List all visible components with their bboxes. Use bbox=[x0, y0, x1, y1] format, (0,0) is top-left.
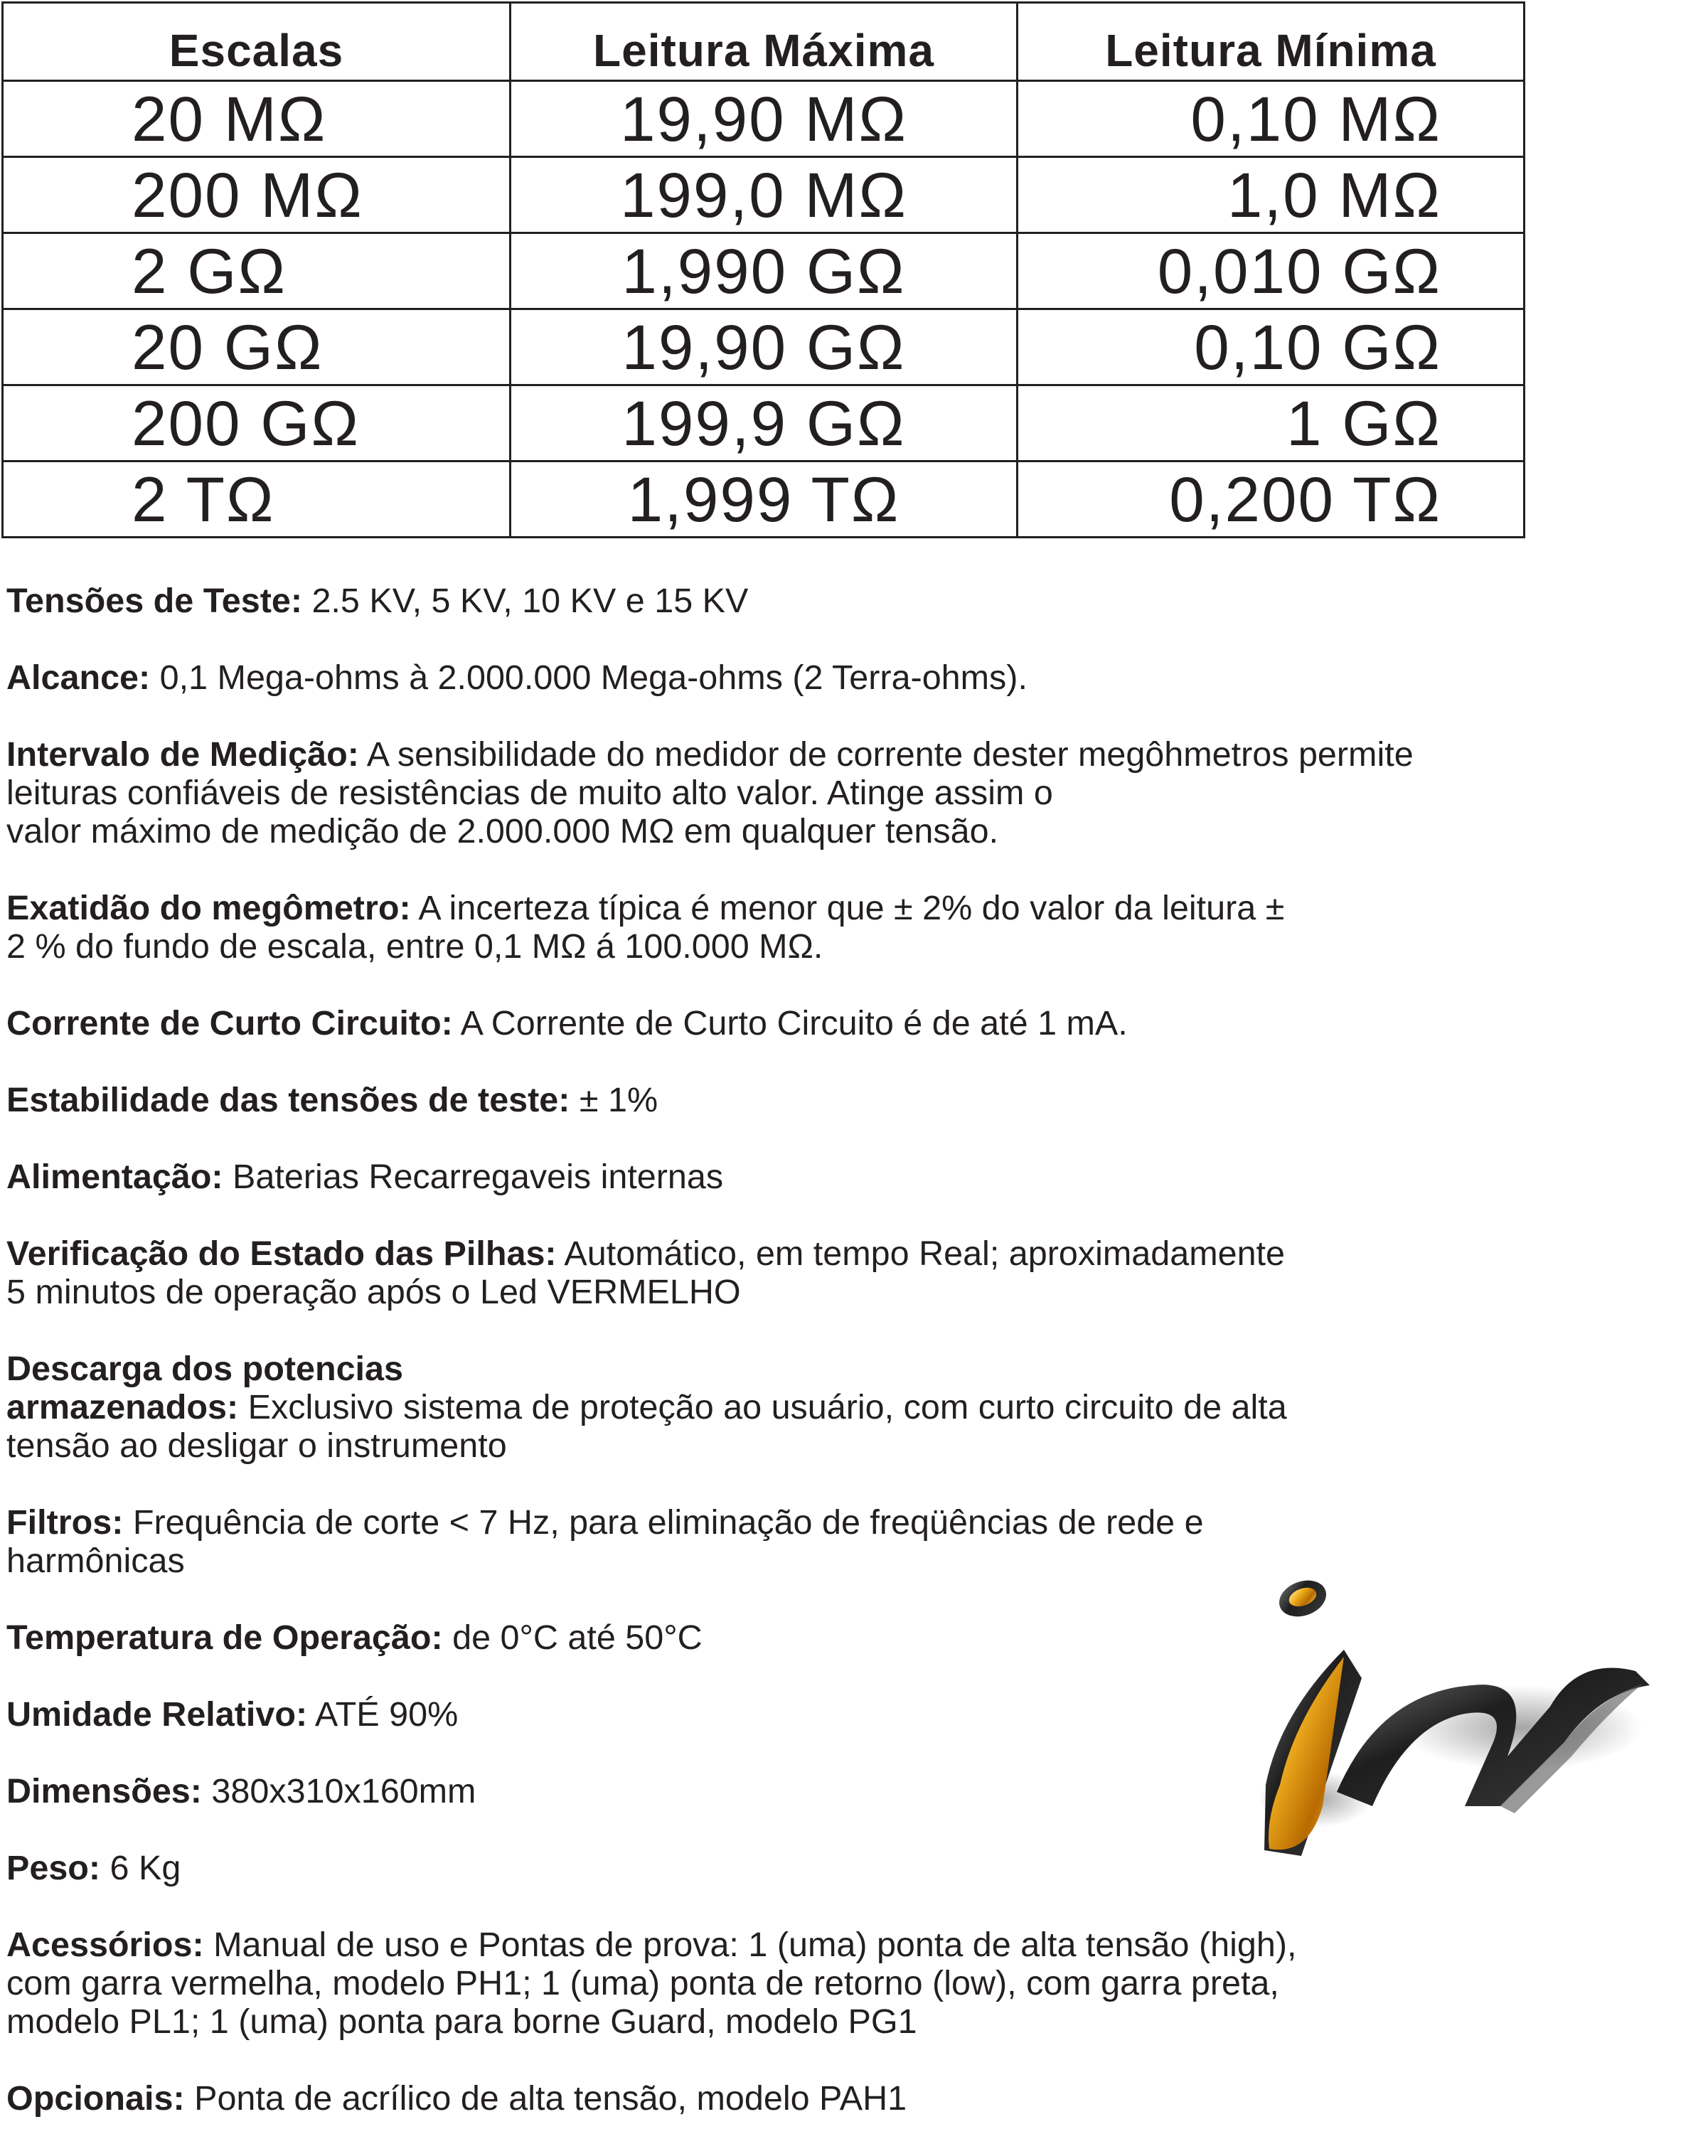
spec-label: Tensões de Teste: bbox=[6, 582, 302, 620]
spec-item bbox=[6, 1158, 1702, 1196]
scale-cell: 20 MΩ bbox=[3, 81, 511, 157]
in-logo-icon bbox=[1237, 1571, 1664, 1884]
scale-cell: 200 MΩ bbox=[3, 157, 511, 233]
spec-value: Baterias Recarregaveis internas bbox=[223, 1158, 724, 1196]
spec-value: A sensibilidade do medidor de corrente dester megôhmetros permite leituras confiáveis de resistências de muito alto valor. Atinge assim o valor máximo de medição de 2.000.000 MΩ em qualquer tensão. bbox=[6, 735, 1414, 850]
table-row bbox=[3, 385, 1525, 461]
spec-label: Dimensões: bbox=[6, 1772, 202, 1810]
table-row bbox=[3, 157, 1525, 233]
spec-value: 6 Kg bbox=[100, 1849, 181, 1887]
header-escalas: Escalas bbox=[3, 3, 511, 81]
scale-cell: 20 GΩ bbox=[3, 309, 511, 385]
spec-label: Alcance: bbox=[6, 658, 151, 697]
spec-label: Descarga dos potencias armazenados: bbox=[6, 1350, 403, 1426]
spec-item bbox=[6, 1503, 1702, 1580]
scale-cell: 2 GΩ bbox=[3, 233, 511, 309]
spec-value: de 0°C até 50°C bbox=[442, 1618, 703, 1657]
table-row bbox=[3, 461, 1525, 538]
spec-label: Exatidão do megômetro: bbox=[6, 889, 411, 927]
spec-value: ATÉ 90% bbox=[307, 1695, 459, 1734]
spec-item bbox=[6, 1004, 1702, 1042]
header-leitura-maxima: Leitura Máxima bbox=[511, 3, 1018, 81]
spec-value: 380x310x160mm bbox=[201, 1772, 476, 1810]
spec-label: Peso: bbox=[6, 1849, 101, 1887]
min-reading-cell: 1,0 MΩ bbox=[1018, 157, 1525, 233]
max-reading-cell: 19,90 GΩ bbox=[511, 309, 1018, 385]
spec-value: 0,1 Mega-ohms à 2.000.000 Mega-ohms (2 Terra-ohms). bbox=[150, 658, 1028, 697]
spec-value: A incerteza típica é menor que ± 2% do valor da leitura ± 2 % do fundo de escala, entre 0,1 MΩ á 100.000 MΩ. bbox=[6, 889, 1285, 966]
spec-item bbox=[6, 1234, 1702, 1311]
spec-value: A Corrente de Curto Circuito é de até 1 mA. bbox=[452, 1004, 1128, 1042]
min-reading-cell: 0,010 GΩ bbox=[1018, 233, 1525, 309]
max-reading-cell: 199,9 GΩ bbox=[511, 385, 1018, 461]
spec-value: Automático, em tempo Real; aproximadamente 5 minutos de operação após o Led VERMELHO bbox=[6, 1234, 1285, 1311]
scales-table bbox=[1, 1, 1525, 538]
spec-value: 2.5 KV, 5 KV, 10 KV e 15 KV bbox=[301, 582, 749, 620]
scale-cell: 2 TΩ bbox=[3, 461, 511, 538]
table-row bbox=[3, 309, 1525, 385]
min-reading-cell: 0,10 MΩ bbox=[1018, 81, 1525, 157]
spec-item bbox=[6, 1926, 1702, 2041]
max-reading-cell: 1,999 TΩ bbox=[511, 461, 1018, 538]
spec-label: Intervalo de Medição: bbox=[6, 735, 359, 774]
scale-cell: 200 GΩ bbox=[3, 385, 511, 461]
spec-item bbox=[6, 2079, 1702, 2118]
spec-label: Filtros: bbox=[6, 1503, 124, 1542]
specifications-list bbox=[6, 582, 1702, 2156]
min-reading-cell: 1 GΩ bbox=[1018, 385, 1525, 461]
spec-item bbox=[6, 1350, 1702, 1465]
min-reading-cell: 0,200 TΩ bbox=[1018, 461, 1525, 538]
spec-label: Corrente de Curto Circuito: bbox=[6, 1004, 453, 1042]
min-reading-cell: 0,10 GΩ bbox=[1018, 309, 1525, 385]
spec-value: Ponta de acrílico de alta tensão, modelo PAH1 bbox=[184, 2079, 907, 2118]
table-header-row bbox=[3, 3, 1525, 81]
spec-item bbox=[6, 1081, 1702, 1119]
spec-value: Manual de uso e Pontas de prova: 1 (uma) ponta de alta tensão (high), com garra vermelha, modelo PH1; 1 (uma) ponta de retorno (low), com garra preta, modelo PL1; 1 (uma) ponta para borne Guard, modelo PG1 bbox=[6, 1926, 1297, 2041]
max-reading-cell: 19,90 MΩ bbox=[511, 81, 1018, 157]
spec-label: Opcionais: bbox=[6, 2079, 185, 2118]
max-reading-cell: 1,990 GΩ bbox=[511, 233, 1018, 309]
spec-label: Alimentação: bbox=[6, 1158, 223, 1196]
max-reading-cell: 199,0 MΩ bbox=[511, 157, 1018, 233]
table-row bbox=[3, 81, 1525, 157]
spec-label: Temperatura de Operação: bbox=[6, 1618, 443, 1657]
spec-item bbox=[6, 658, 1702, 697]
table-row bbox=[3, 233, 1525, 309]
spec-label: Acessórios: bbox=[6, 1926, 204, 1964]
spec-label: Verificação do Estado das Pilhas: bbox=[6, 1234, 557, 1273]
spec-value: Exclusivo sistema de proteção ao usuário, com curto circuito de alta tensão ao desligar o instrumento bbox=[6, 1388, 1287, 1465]
spec-item bbox=[6, 582, 1702, 620]
header-leitura-minima: Leitura Mínima bbox=[1018, 3, 1525, 81]
spec-label: Estabilidade das tensões de teste: bbox=[6, 1081, 570, 1119]
spec-item bbox=[6, 735, 1702, 850]
spec-item bbox=[6, 889, 1702, 966]
spec-value: Frequência de corte < 7 Hz, para eliminação de freqüências de rede e harmônicas bbox=[6, 1503, 1204, 1580]
spec-value: ± 1% bbox=[570, 1081, 658, 1119]
spec-label: Umidade Relativo: bbox=[6, 1695, 308, 1734]
